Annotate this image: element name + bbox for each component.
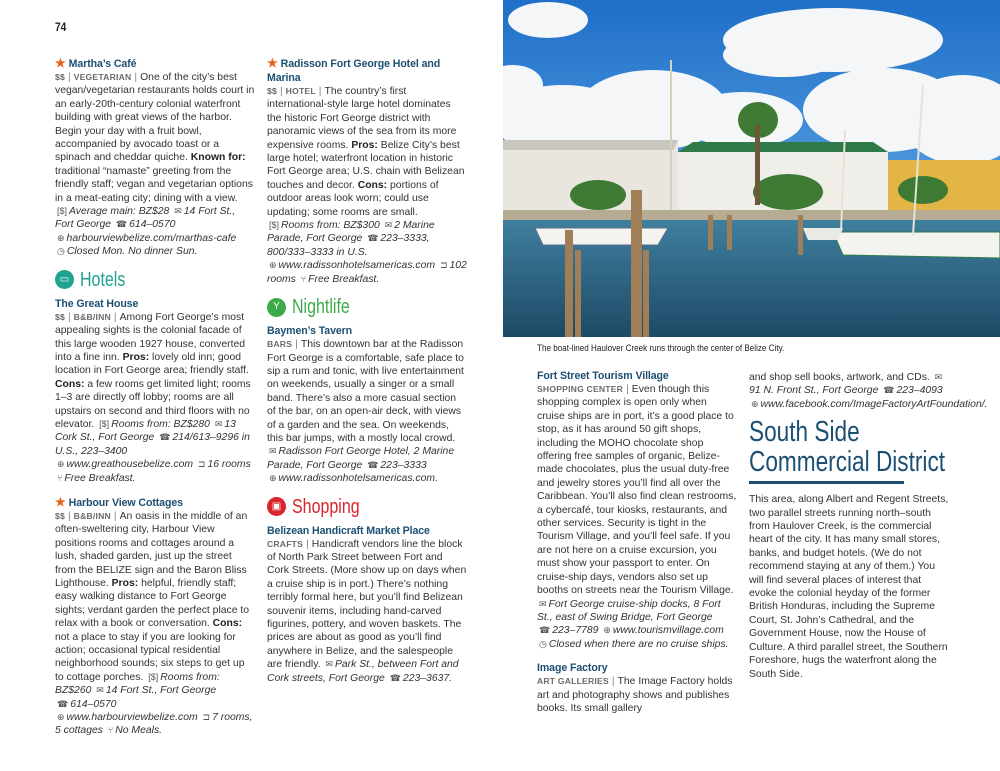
web-icon: ⊕ [57,712,65,723]
address-icon: ✉ [214,418,223,429]
listing-radisson [267,56,467,286]
listing-title: ★ Radisson Fort George Hotel and Marina [267,56,441,84]
listing-image-factory [537,661,737,715]
phone-icon: ☎ [115,219,128,230]
bed-icon: ▭ [55,270,74,289]
listing-title: ★ Martha’s Café [55,56,137,70]
listing-body: $$ | HOTEL | The country’s first international-style large hotel dominates the historic Fort George district with panoramic views of the sea from its more expensive rooms. Pros: Belize City’s best large hotel; waterfront location in historic Fort George area; U.S. chain with Belizean touches and decor. Cons: portions of outdoor areas look worn; could use updating; some rooms are small. [$] Rooms from: BZ$300 ✉ 2 Marine Parade, Fort George ☎ 223–3333, 800/333–3333 in U.S. ⊕ www.radissonhotelsamericas.com ⊐ 102 rooms ⑂ Free Breakfast. [267,86,467,285]
listing-title: Baymen’s Tavern [267,325,353,338]
phone-icon: ☎ [539,625,551,636]
website-link[interactable]: www.greathousebelize.com [66,459,194,471]
web-icon: ⊕ [57,232,65,243]
web-icon: ⊕ [751,398,759,409]
address-icon: ✉ [269,446,277,457]
listing-handicraft-market [267,524,467,685]
rooms-icon: ⊐ [202,712,211,723]
rooms-icon: ⊐ [197,459,206,470]
address-icon: ✉ [325,659,333,670]
web-icon: ⊕ [269,260,277,271]
right-column-1 [537,369,737,725]
address-icon: ✉ [174,206,182,217]
address-icon: ✉ [384,220,393,231]
listing-title: ★ Harbour View Cottages [55,494,183,509]
address-icon: ✉ [96,685,104,696]
listing-body: $$ | B&B/INN | Among Fort George’s most appealing sights is the colonial facade of this large wooden 1927 house, converted into a fine inn. Pros: lovely old inn; good location in Fort George area; friendly staff. Cons: a few rooms get limited light; rooms 1–3 are directly off lobby; rooms are all upstairs on second and third floors with no elevator. [$] Rooms from: BZ$280 ✉ 13 Cork St., Fort George ☎ 214/613–9296 in U.S., 223–3400 ⊕ www.greathousebelize.com ⊐ 16 rooms ⑂ Free Breakfast. [55,311,251,484]
listing-body: $$ | B&B/INN | An oasis in the middle of an often-sweltering city, Harbour View positions rooms and cottages around a lush, shaded garden, just up the street from the BELIZE sign and the Baron Bliss Lighthouse. Pros: helpful, friendly staff; easy walking distance to Fort George sights; verdant garden the perfect place to relax with a book or conversation. Cons: not a place to stay if you are looking for action; occasional typical residential neighborhood sounds; six steps to get up to cottage porches. [$] Rooms from: BZ$260 ✉ 14 Fort St., Fort George ☎ 614–0570 ⊕ www.harbourviewbelize.com ⊐ 7 rooms, 5 cottages ⑂ No Meals. [55,510,253,737]
listing-tourism-village [537,369,737,651]
web-icon: ⊕ [269,473,277,484]
listing-harbour-view-cottages [55,495,255,738]
page-number: 74 [55,20,67,34]
listing-title: The Great House [55,297,139,310]
listing-body: SHOPPING CENTER | Even though this shopping complex is open only when cruise ships are in port, it’s a good place to stop, as it has around 50 gift shops, including the MOHO chocolate shop offering free samples of organic, Belize-made chocolates, plus the usual duty-free and jewelry stores you’ll find all over the Caribbean. You’ll also find clean restrooms, a cybercafé, tour kiosks, restaurants, and other services. Security is tight in the Tourism Village, and you’ll feel safe. If you are not here on a cruise excursion, you must show your passport to enter. On cruise-ship days, vendors also set up booths on streets near the Tourism Village. ✉ Fort George cruise-ship docks, 8 Fort St., east of Swing Bridge, Fort George ☎ 223–7789 ⊕ www.tourismvillage.com ◷ Closed when there are no cruise ships. [537,384,737,650]
phone-icon: ☎ [159,432,171,443]
web-icon: ⊕ [603,625,611,636]
address-icon: ✉ [539,598,547,609]
listing-body: CRAFTS | Handicraft vendors line the block of North Park Street between Fort and Cork Streets. (More show up on days when a cruise ship is in port.) There’s nothing terribly formal here, but you’ll find Belizean souvenir items, including hand-carved figurines, pottery, and woven baskets. The prices are about as good as you’ll find anywhere in Belize, and the salespeople are friendly. ✉ Park St., between Fort and Cork streets, Fort George ☎ 223–3637. [267,538,467,684]
website-link[interactable]: www.radissonhotelsamericas.com. [278,473,438,485]
meals-icon: ⑂ [57,472,63,483]
website-link[interactable]: www.radissonhotelsamericas.com [278,260,436,272]
section-heading-shopping: ▣ Shopping [267,496,467,518]
listing-great-house [55,297,255,485]
star-icon: ★ [55,56,66,70]
harbor-photo [503,0,1000,337]
section-heading-nightlife: Y Nightlife [267,296,467,318]
district-heading: South Side Commercial District [749,416,946,479]
star-icon: ★ [267,56,278,70]
shopping-bag-icon: ▣ [267,497,286,516]
listing-title: Image Factory [537,662,608,675]
phone-icon: ☎ [367,459,379,470]
phone-icon: ☎ [389,672,401,683]
listing-body: $$ | VEGETARIAN | One of the city’s best vegan/vegetarian restaurants holds court in an early-20th-century colonial waterfront building with great views of the harbor. Begin your day with a fruit bowl, accompanied by avocado toast or a spinach and cheddar quiche. Known for: traditional “namaste” greeting from the friendly staff; vegan and vegetarian options in a meat-eating city; dining with a view. [$] Average main: BZ$28 ✉ 14 Fort St., Fort George ☎ 614–0570 ⊕ harbourviewbelize.com/marthas-cafe ◷ Closed Mon. No dinner Sun. [55,72,255,258]
phone-icon: ☎ [57,698,69,709]
website-link[interactable]: www.facebook.com/ImageFactoryArtFoundation/. [760,398,988,410]
web-icon: ⊕ [57,459,65,470]
price-icon: [$] [57,206,68,217]
cocktail-icon: Y [267,298,286,317]
phone-icon: ☎ [883,385,895,396]
rooms-icon: ⊐ [439,260,448,271]
website-link[interactable]: harbourviewbelize.com/marthas-cafe [66,232,237,244]
clock-icon: ◷ [539,638,547,649]
star-icon: ★ [55,494,66,509]
listing-baymens-tavern [267,324,467,485]
clock-icon: ◷ [57,246,65,257]
price-icon: [$] [99,418,110,429]
listing-body: ART GALLERIES | The Image Factory holds art and photography shows and publishes books. Its small gallery [537,676,733,714]
heading-underline [749,481,904,484]
right-column-2 [749,371,988,681]
district-description: This area, along Albert and Regent Streets, two parallel streets running north–south from Haulover Creek, is the commercial heart of the city. It has many small stores, banks, and budget hotels. (We do not recommend staying at any of them.) You will find several places of interest that evoke the colonial heyday of the former British Honduras, including the Supreme Court, St. John’s Cathedral, and the Government House, now the House of Culture. A third parallel street, the Southern Foreshore, hugs the waterfront along the South Side. [749,494,949,680]
harbor-photo-illustration [503,0,1000,337]
listing-title: Belizean Handicraft Market Place [267,524,430,537]
left-column-1 [55,56,255,748]
address-icon: ✉ [934,372,943,382]
listing-body-continued: and shop sell books, artwork, and CDs. ✉91 N. Front St., Fort George ☎ 223–4093 ⊕ www.facebook.com/ImageFactoryArtFoundation/. [749,372,988,410]
meals-icon: ⑂ [300,273,307,284]
section-heading-hotels: ▭ Hotels [55,269,255,291]
listing-marthas-cafe [55,56,255,259]
photo-caption: The boat-lined Haulover Creek runs through the center of Belize City. [537,343,785,353]
phone-icon: ☎ [367,233,379,244]
website-link[interactable]: www.tourismvillage.com [612,625,724,637]
meals-icon: ⑂ [107,725,114,736]
website-link[interactable]: www.harbourviewbelize.com [66,712,198,724]
listing-body: BARS | This downtown bar at the Radisson Fort George is a comfortable, safe place to sip a rum and tonic, with live entertainment on weekends, usually a singer or a small band. There’s also a more casual section of the bar, on an open-air deck, with views of a garden and the sea. On weekends, this bar jumps, with a mostly local crowd. ✉ Radisson Fort George Hotel, 2 Marine Parade, Fort George ☎ 223–3333 ⊕ www.radissonhotelsamericas.com. [267,339,464,485]
price-icon: [$] [148,671,159,682]
listing-title: Fort Street Tourism Village [537,370,669,382]
price-icon: [$] [269,220,280,231]
left-column-2 [267,56,467,695]
